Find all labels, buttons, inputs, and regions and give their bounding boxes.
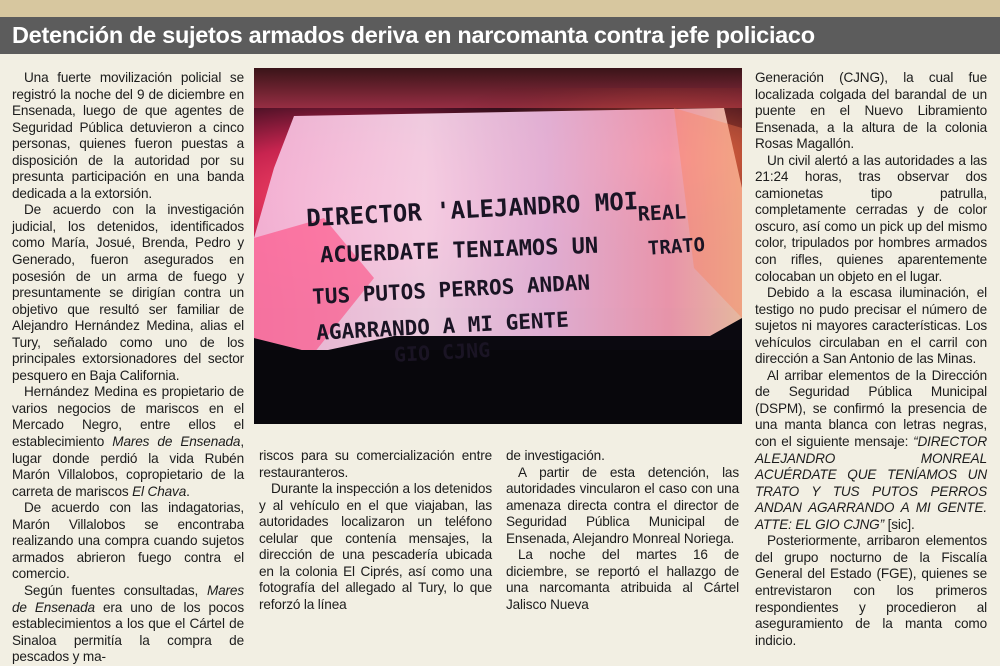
paragraph: Según fuentes consultadas, Mares de Ensenada era uno de los pocos establecimientos a los que el Cártel de Sinaloa permitía la compra de pescados y ma- bbox=[12, 582, 244, 665]
paragraph: Un civil alertó a las autoridades a las 21:24 horas, tras observar dos camionetas tipo patrulla, completamente cerradas y de color oscuro, así como un pick up del mismo color, tripulados por hombres armados con rifles, quienes aparentemente colocaban un objeto en el lugar. bbox=[755, 152, 987, 284]
banner-line-5: GIO CJNG bbox=[393, 337, 491, 367]
article-column-4 bbox=[755, 70, 987, 649]
paragraph: La noche del martes 16 de diciembre, se reportó el hallazgo de una narcomanta atribuida al Cártel Jalisco Nueva bbox=[506, 547, 739, 612]
paragraph: Generación (CJNG), la cual fue localizada colgada del barandal de un puente en el Nuevo Libramiento Ensenada, a la altura de la colonia Rosas Magallón. bbox=[755, 70, 987, 152]
banner-photo bbox=[254, 68, 742, 424]
banner-line-3: TUS PUTOS PERROS ANDAN bbox=[311, 270, 591, 310]
paragraph: riscos para su comercialización entre restauranteros. bbox=[259, 448, 492, 480]
banner-line-2-insert: REAL bbox=[637, 199, 687, 226]
paragraph: Posteriormente, arribaron elementos del grupo nocturno de la Fiscalía General del Estado (FGE), quienes se entrevistaron con los primeros respondientes y procedieron al aseguramiento de la manta como indicio. bbox=[755, 533, 987, 648]
banner-line-4: AGARRANDO A MI GENTE bbox=[315, 307, 570, 345]
paragraph: De acuerdo con las indagatorias, Marón Villalobos se encontraba realizando una compra cuando sujetos armados abrieron fuego contra el comercio. bbox=[12, 500, 244, 582]
paragraph: Una fuerte movilización policial se registró la noche del 9 de diciembre en Ensenada, luego de que agentes de Seguridad Pública detuvieron a cinco personas, quienes fueron puestas a disposición de la autoridad por su presunta participación en una banda dedicada a la extorsión. bbox=[12, 70, 244, 201]
article-column-3 bbox=[506, 448, 739, 613]
article-column-1 bbox=[12, 70, 244, 666]
banner-line-2: ACUERDATE TENIAMOS UN bbox=[319, 233, 599, 269]
top-color-strip bbox=[0, 0, 1000, 17]
article-column-2 bbox=[259, 448, 492, 613]
banner-line-2-end: TRATO bbox=[647, 233, 706, 260]
paragraph: Durante la inspección a los detenidos y al vehículo en el que viajaban, las autoridades localizaron un teléfono celular que contenía mensajes, la dirección de una pescadería ubicada en la colonia El Ciprés, así como una fotografía del allegado al Tury, lo que reforzó la línea bbox=[259, 481, 492, 612]
paragraph: de investigación. bbox=[506, 448, 605, 463]
paragraph: Hernández Medina es propietario de varios negocios de mariscos en el Mercado Negro, entre ellos el establecimiento Mares de Ensenada, lugar donde perdió la vida Rubén Marón Villalobos, copropietario de la carreta de mariscos El Chava. bbox=[12, 384, 244, 499]
headline: Detención de sujetos armados deriva en narcomanta contra jefe policiaco bbox=[12, 22, 815, 48]
paragraph: Al arribar elementos de la Dirección de Seguridad Pública Municipal (DSPM), se confirmó la presencia de una manta blanca con letras negras, con el siguiente mensaje: “DIRECTOR ALEJANDRO MONREAL ACUÉRDATE QUE TENÍAMOS UN TRATO Y TUS PUTOS PERROS ANDAN AGARRANDO A MI GENTE. ATTE: EL GIO CJNG” [sic]. bbox=[755, 367, 987, 532]
headline-bar bbox=[0, 17, 1000, 54]
paragraph: Debido a la escasa iluminación, el testigo no pudo precisar el número de sujetos ni mayores características. Los vehículos circulaban en el carril con dirección a San Antonio de las Minas. bbox=[755, 285, 987, 367]
banner-line-1: DIRECTOR 'ALEJANDRO MOI bbox=[305, 186, 639, 233]
paragraph: De acuerdo con la investigación judicial, los detenidos, identificados como María, Josué, Brenda, Pedro y Generado, fueron asegurados en posesión de un arma de fuego y presuntamente se dirigían contra un objetivo que resultó ser familiar de Alejandro Hernández Medina, alias el Tury, señalado como uno de los principales extorsionadores del sector pesquero en Baja California. bbox=[12, 202, 244, 383]
paragraph: A partir de esta detención, las autoridades vincularon el caso con una amenaza directa contra el director de Seguridad Pública Municipal de Ensenada, Alejandro Monreal Noriega. bbox=[506, 464, 739, 546]
